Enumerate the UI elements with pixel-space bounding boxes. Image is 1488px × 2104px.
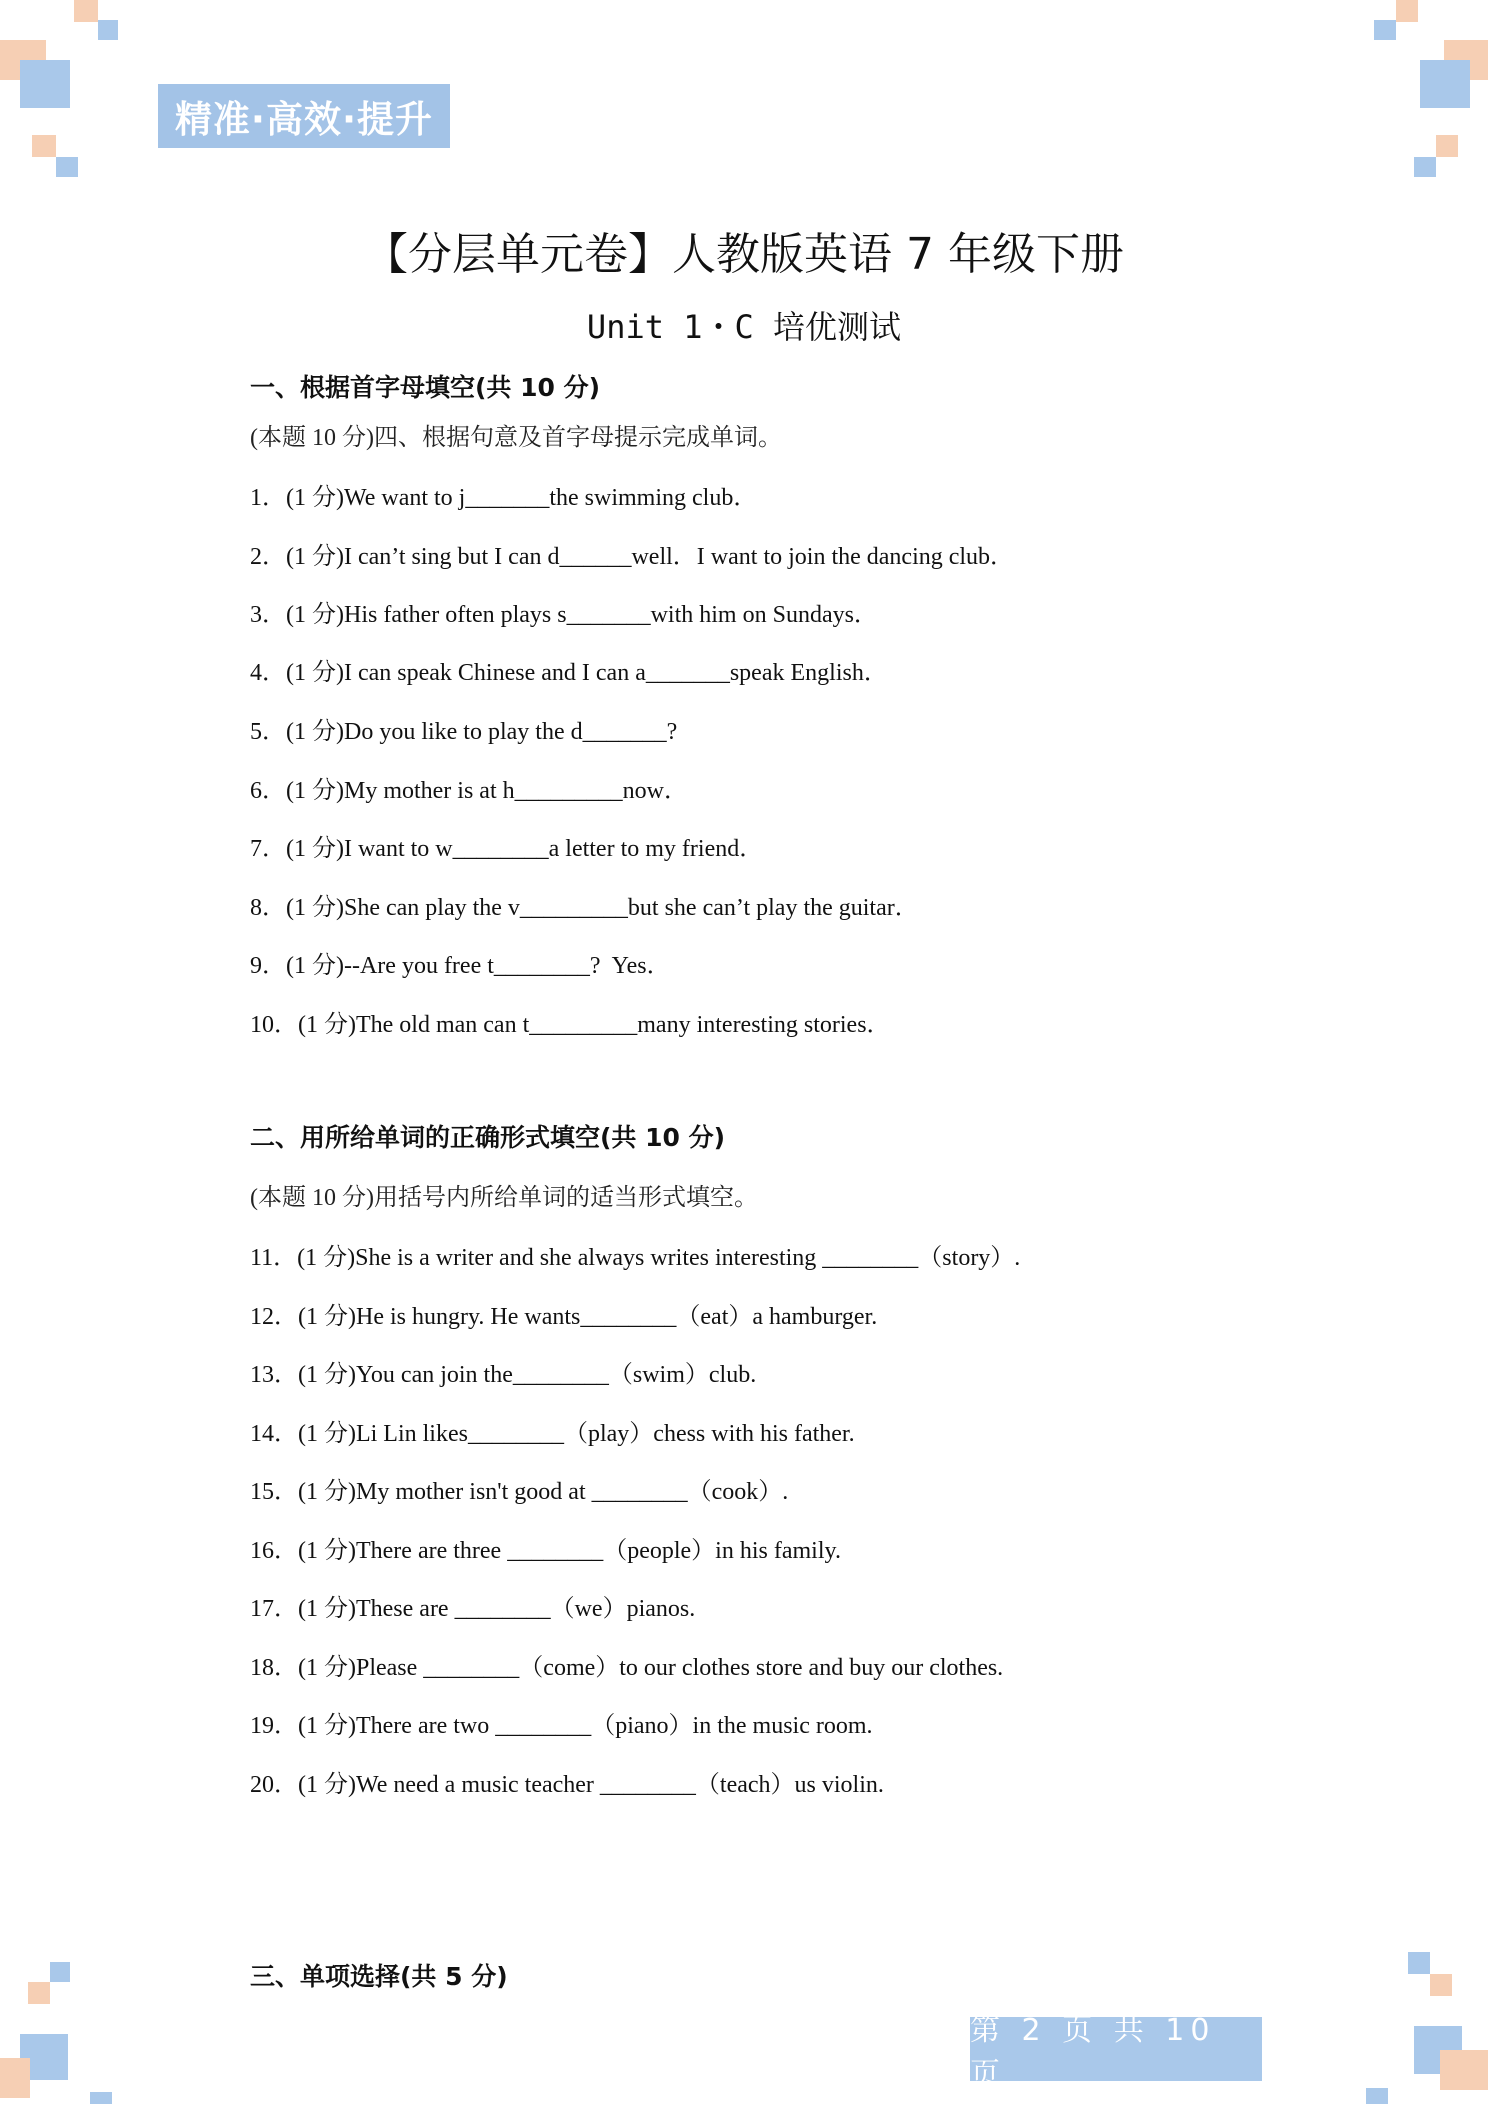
section-instruction: (本题 10 分)四、根据句意及首字母提示完成单词。 bbox=[250, 425, 782, 451]
question-item: 19．(1 分)There are two ________（piano）in the music room. bbox=[250, 1713, 873, 1739]
question-item: 11．(1 分)She is a writer and she always writes interesting ________（story）. bbox=[250, 1245, 1021, 1271]
decor-square bbox=[1408, 1952, 1430, 1974]
question-item: 4．(1 分)I can speak Chinese and I can a_______speak English． bbox=[250, 660, 888, 686]
decor-square bbox=[20, 60, 70, 108]
question-item: 8．(1 分)She can play the v_________but she can’t play the guitar． bbox=[250, 895, 919, 921]
decor-square bbox=[1366, 2088, 1388, 2104]
question-item: 18．(1 分)Please ________（come）to our clothes store and buy our clothes. bbox=[250, 1655, 1004, 1681]
question-item: 1．(1 分)We want to j_______the swimming club． bbox=[250, 485, 758, 511]
question-item: 13．(1 分)You can join the________（swim）club. bbox=[250, 1362, 757, 1388]
decor-square bbox=[56, 157, 78, 177]
decor-square bbox=[1396, 0, 1418, 22]
decor-square bbox=[74, 0, 98, 22]
decor-square bbox=[1436, 135, 1458, 157]
decor-square bbox=[1374, 20, 1396, 40]
section-heading: 一、根据首字母填空(共 10 分) bbox=[250, 373, 601, 402]
decor-square bbox=[0, 2058, 30, 2098]
question-item: 7．(1 分)I want to w________a letter to my friend． bbox=[250, 836, 764, 862]
document-title: 【分层单元卷】人教版英语 7 年级下册 bbox=[364, 229, 1124, 280]
decor-square bbox=[1440, 2050, 1488, 2090]
question-item: 9．(1 分)--Are you free t________? Yes． bbox=[250, 953, 671, 979]
question-item: 17．(1 分)These are ________（we）pianos. bbox=[250, 1596, 696, 1622]
document-subtitle: Unit 1・C 培优测试 bbox=[586, 308, 902, 346]
section-heading: 二、用所给单词的正确形式填空(共 10 分) bbox=[250, 1123, 726, 1152]
question-item: 16．(1 分)There are three ________（people）in his family. bbox=[250, 1538, 841, 1564]
section-heading: 三、单项选择(共 5 分) bbox=[250, 1962, 508, 1991]
decor-square bbox=[50, 1962, 70, 1982]
question-item: 12．(1 分)He is hungry. He wants________（eat）a hamburger. bbox=[250, 1304, 878, 1330]
question-item: 3．(1 分)His father often plays s_______with him on Sundays． bbox=[250, 602, 878, 628]
section-instruction: (本题 10 分)用括号内所给单词的适当形式填空。 bbox=[250, 1185, 758, 1211]
question-item: 2．(1 分)I can’t sing but I can d______well．I want to join the dancing club． bbox=[250, 544, 1015, 570]
question-item: 10．(1 分)The old man can t_________many interesting stories． bbox=[250, 1012, 891, 1038]
decor-square bbox=[32, 135, 56, 157]
decor-square bbox=[1420, 60, 1470, 108]
decor-square bbox=[1430, 1974, 1452, 1996]
decor-square bbox=[1414, 157, 1436, 177]
question-item: 15．(1 分)My mother isn't good at ________（cook）. bbox=[250, 1479, 789, 1505]
question-item: 5．(1 分)Do you like to play the d_______? bbox=[250, 719, 678, 745]
question-item: 14．(1 分)Li Lin likes________（play）chess with his father. bbox=[250, 1421, 855, 1447]
question-item: 20．(1 分)We need a music teacher ________（teach）us violin. bbox=[250, 1772, 884, 1798]
question-item: 6．(1 分)My mother is at h_________now． bbox=[250, 778, 688, 804]
brand-banner: 精准·高效·提升 bbox=[158, 84, 450, 148]
decor-square bbox=[98, 20, 118, 40]
page-number: 第 2 页 共 10 页 bbox=[970, 2017, 1262, 2081]
decor-square bbox=[28, 1982, 50, 2004]
decor-square bbox=[90, 2092, 112, 2104]
